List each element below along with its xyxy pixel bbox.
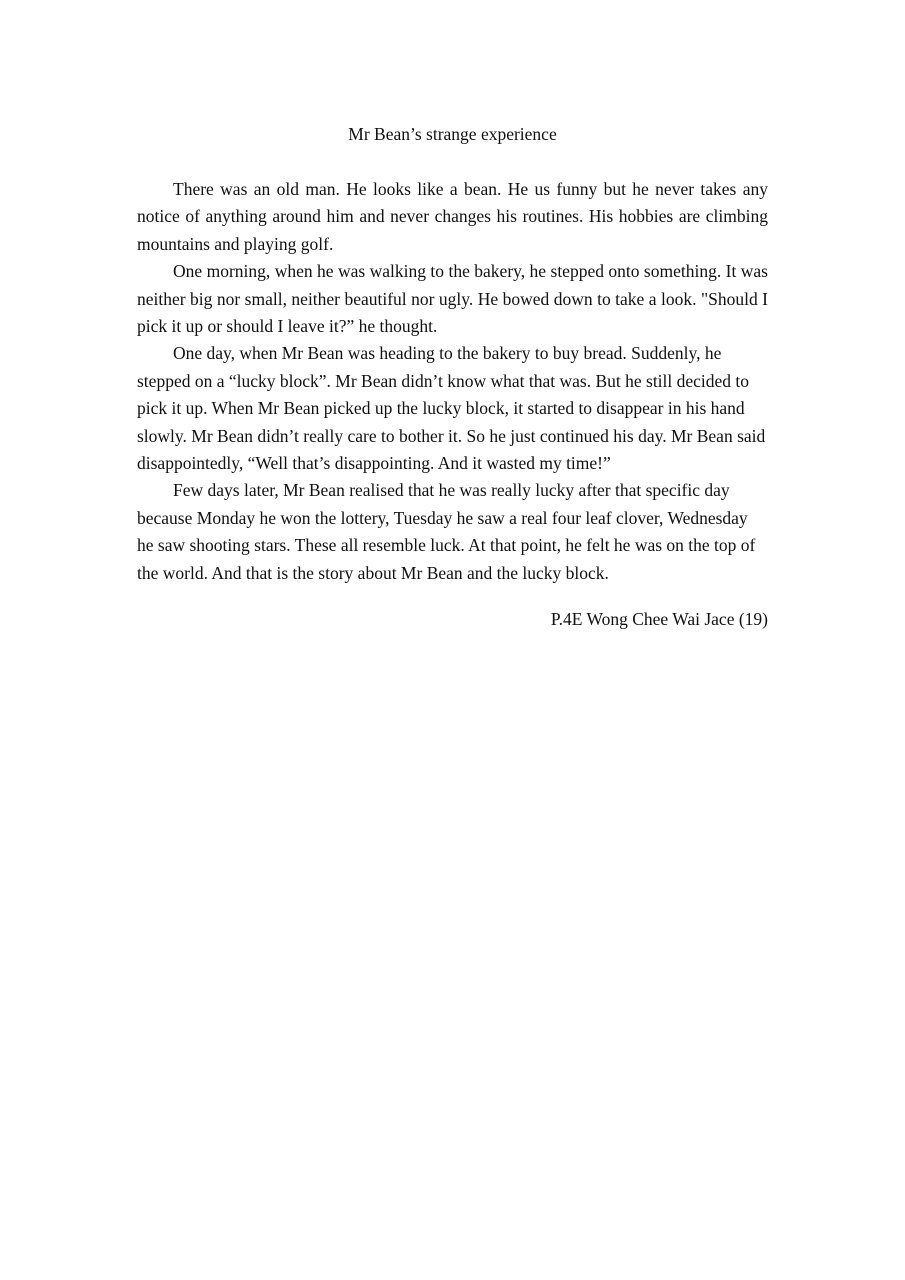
document-title: Mr Bean’s strange experience	[348, 124, 557, 144]
paragraph-4: Few days later, Mr Bean realised that he was really lucky after that specific day because Monday he won the lottery, Tuesday he saw a real four leaf clover, Wednesday he saw shooting stars. These all resemble luck. At that point, he felt he was on the top of the world. And that is the story about Mr Bean and the lucky block.	[137, 480, 756, 583]
paragraph-2: One morning, when he was walking to the bakery, he stepped onto something. It was neither big nor small, neither beautiful nor ugly. He bowed down to take a look. "Should I pick it up or should I leave it?” he thought.	[137, 261, 768, 337]
paragraph-1: There was an old man. He looks like a bean. He us funny but he never takes any notice of anything around him and never changes his routines. His hobbies are climbing mountains and playing golf.	[137, 179, 768, 254]
document-page	[137, 122, 768, 631]
author-credit: P.4E Wong Chee Wai Jace (19)	[550, 609, 768, 630]
paragraph-3: One day, when Mr Bean was heading to the bakery to buy bread. Suddenly, he stepped on a “lucky block”. Mr Bean didn’t know what that was. But he still decided to pick it up. When Mr Bean picked up the lucky block, it started to disappear in his hand slowly. Mr Bean didn’t really care to bother it. So he just continued his day. Mr Bean said disappointedly, “Well that’s disappointing. And it wasted my time!”	[137, 343, 766, 474]
